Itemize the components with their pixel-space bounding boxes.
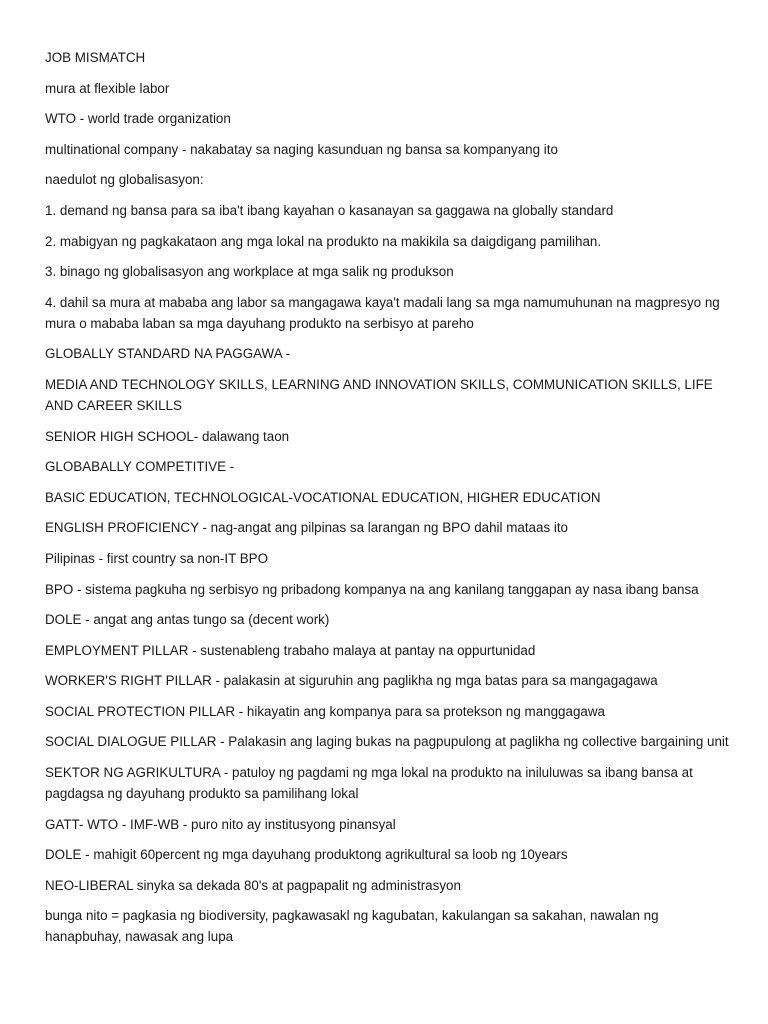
line-pilipinas: Pilipinas - first country sa non-IT BPO: [45, 550, 269, 566]
line-naedulot-heading: naedulot ng globalisasyon:: [45, 172, 204, 188]
line-english-proficiency: ENGLISH PROFICIENCY - nag-angat ang pilpinas sa larangan ng BPO dahil mataas ito: [45, 520, 568, 536]
document-body: [45, 47, 735, 957]
line-social-protection-pillar: SOCIAL PROTECTION PILLAR - hikayatin ang kompanya para sa protekson ng manggagawa: [45, 703, 605, 719]
line-wto: WTO - world trade organization: [45, 111, 231, 127]
list-item-4: 4. dahil sa mura at mababa ang labor sa mangagawa kaya't madali lang sa mga namumuhunan na magpresyo ng mura o mababa laban sa mga dayuhang produkto na serbisyo at pareho: [45, 294, 720, 331]
line-bunga-nito: bunga nito = pagkasia ng biodiversity, pagkawasakl ng kagubatan, kakulangan sa sakahan, nawalan ng hanapbuhay, nawasak ang lupa: [45, 908, 659, 945]
list-item-2: 2. mabigyan ng pagkakataon ang mga lokal na produkto na makikila sa daigdigang pamilihan.: [45, 233, 602, 249]
line-multinational-company: multinational company - nakabatay sa naging kasunduan ng bansa sa kompanyang ito: [45, 141, 558, 157]
line-employment-pillar: EMPLOYMENT PILLAR - sustenableng trabaho malaya at pantay na oppurtunidad: [45, 642, 536, 658]
line-senior-high-school: SENIOR HIGH SCHOOL- dalawang taon: [45, 428, 290, 444]
line-gatt-wto: GATT- WTO - IMF-WB - puro nito ay institusyong pinansyal: [45, 816, 396, 832]
line-dole-60percent: DOLE - mahigit 60percent ng mga dayuhang produktong agrikultural sa loob ng 10years: [45, 847, 568, 863]
line-workers-right-pillar: WORKER'S RIGHT PILLAR - palakasin at siguruhin ang paglikha ng mga batas para sa mangagagawa: [45, 673, 658, 689]
line-globally-competitive: GLOBABALLY COMPETITIVE -: [45, 459, 235, 475]
line-neo-liberal: NEO-LIBERAL sinyka sa dekada 80's at pagpapalit ng administrasyon: [45, 877, 461, 893]
line-education-list: BASIC EDUCATION, TECHNOLOGICAL-VOCATIONAL EDUCATION, HIGHER EDUCATION: [45, 489, 601, 505]
line-sektor-agrikultura: SEKTOR NG AGRIKULTURA - patuloy ng pagdami ng mga lokal na produkto na iniluluwas sa ibang bansa at pagdagsa ng dayuhang produkto sa pamilihang lokal: [45, 765, 693, 802]
line-globally-standard: GLOBALLY STANDARD NA PAGGAWA -: [45, 346, 291, 362]
list-item-3: 3. binago ng globalisasyon ang workplace at mga salik ng produkson: [45, 264, 454, 280]
line-flexible-labor: mura at flexible labor: [45, 80, 170, 96]
line-job-mismatch: JOB MISMATCH: [45, 50, 146, 65]
line-social-dialogue-pillar: SOCIAL DIALOGUE PILLAR - Palakasin ang laging bukas na pagpupulong at paglikha ng collective bargaining unit: [45, 734, 729, 750]
list-item-1: 1. demand ng bansa para sa iba't ibang kayahan o kasanayan sa gaggawa na globally standard: [45, 202, 614, 218]
line-bpo: BPO - sistema pagkuha ng serbisyo ng pribadong kompanya na ang kanilang tanggapan ay nasa ibang bansa: [45, 581, 699, 597]
line-dole-decent-work: DOLE - angat ang antas tungo sa (decent work): [45, 612, 330, 628]
line-skills-list: MEDIA AND TECHNOLOGY SKILLS, LEARNING AND INNOVATION SKILLS, COMMUNICATION SKILLS, LIFE AND CAREER SKILLS: [45, 376, 713, 413]
